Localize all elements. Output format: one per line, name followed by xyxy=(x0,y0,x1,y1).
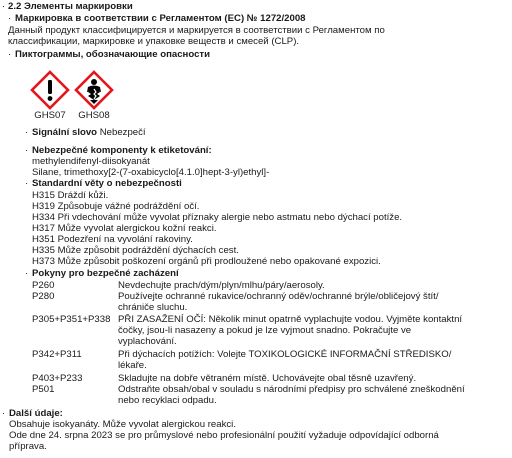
hazard-statement: H319 Způsobuje vážné podráždění očí. xyxy=(32,201,200,212)
bullet-dot: · xyxy=(8,49,12,60)
labelling-heading: Маркировка в соответствии с Регламентом (ЕС) № 1272/2008 xyxy=(15,13,306,24)
p-code: P403+P233 xyxy=(32,373,83,384)
bullet-dot: · xyxy=(25,145,29,156)
pictograms-heading: Пиктограммы, обозначающие опасности xyxy=(15,49,210,60)
p-code: P501 xyxy=(32,384,55,395)
additional-line: Obsahuje isokyanáty. Může vyvolat alergickou reakci. xyxy=(9,419,236,430)
signal-word-value: Nebezpečí xyxy=(99,127,146,138)
p-text: čočky, jsou-li nasazeny a pokud je lze vyjmout snadno. Pokračujte ve xyxy=(118,325,412,336)
labelling-text-line-1: Данный продукт классифицируется и маркируется в соответствии с Регламентом по xyxy=(8,25,385,36)
additional-line: Ode dne 24. srpna 2023 se pro průmyslové nebo profesionální použití vyžaduje odpovídající odborná xyxy=(9,430,439,441)
bullet-dot: · xyxy=(2,1,6,12)
bullet-dot: · xyxy=(2,408,6,419)
hazard-statement: H335 Může způsobit podráždění dýchacích cest. xyxy=(32,245,239,256)
labelling-text-line-2: классификации, маркировке и упаковке веществ и смесей (CLP). xyxy=(8,36,300,47)
p-text: Nevdechujte prach/dým/plyn/mlhu/páry/aerosoly. xyxy=(118,280,325,291)
hazard-statement: H317 Může vyvolat alergickou kožní reakci. xyxy=(32,223,217,234)
precautionary-heading: Pokyny pro bezpečné zacházení xyxy=(32,268,179,279)
signal-word xyxy=(32,128,146,139)
p-text: Skladujte na dobře větraném místě. Uchovávejte obal těsně uzavřený. xyxy=(118,373,417,384)
p-code: P342+P311 xyxy=(32,349,82,360)
bullet-dot: · xyxy=(25,127,29,138)
signal-word-label: Signální slovo xyxy=(32,127,98,138)
hazard-statement: H334 Při vdechování může vyvolat příznaky alergie nebo astmatu nebo dýchací potíže. xyxy=(32,212,403,223)
p-text: vyplachování. xyxy=(118,336,177,347)
hazard-statement: H315 Dráždí kůži. xyxy=(32,190,109,201)
bullet-dot: · xyxy=(25,178,29,189)
p-code: P260 xyxy=(32,280,55,291)
hazard-statement: H351 Podezření na vyvolání rakoviny. xyxy=(32,234,193,245)
hazard-statements-heading: Standardní věty o nebezpečnosti xyxy=(32,178,182,189)
p-text: Při dýchacích potížích: Volejte TOXIKOLOGICKÉ INFORMAČNÍ STŘEDISKO/ xyxy=(118,349,452,360)
hazardous-component: Silane, trimethoxy[2-(7-oxabicyclo[4.1.0]hept-3-yl)ethyl]- xyxy=(32,167,270,178)
p-text: chrániče sluchu. xyxy=(118,302,188,313)
p-code: P305+P351+P338 xyxy=(32,314,111,325)
hazardous-components-heading: Nebezpečné komponenty k etiketování: xyxy=(32,145,212,156)
hazard-statement: H373 Může způsobit poškození orgánů při prodloužené nebo opakované expozici. xyxy=(32,256,381,267)
p-text: PŘI ZASAŽENÍ OČÍ: Několik minut opatrně vyplachujte vodou. Vyjměte kontaktní xyxy=(118,314,463,325)
p-text: lékaře. xyxy=(118,360,147,371)
p-code: P280 xyxy=(32,291,55,302)
pictogram-code: GHS08 xyxy=(78,110,110,121)
bullet-dot: · xyxy=(8,13,12,24)
health-hazard-icon xyxy=(74,70,114,110)
hazardous-component: methylendifenyl-diisokyanát xyxy=(32,156,150,167)
exclamation-mark-icon xyxy=(30,70,70,110)
additional-heading: Další údaje: xyxy=(9,408,63,419)
pictogram-row xyxy=(30,70,120,121)
p-text: nebo recyklaci odpadu. xyxy=(118,395,217,406)
section-title: 2.2 Элементы маркировки xyxy=(8,1,133,12)
pictogram-code: GHS07 xyxy=(34,110,66,121)
bullet-dot: · xyxy=(25,268,29,279)
p-text: Odstraňte obsah/obal v souladu s národními předpisy pro schválené zneškodnění xyxy=(118,384,465,395)
additional-line: příprava. xyxy=(9,441,47,452)
p-text: Používejte ochranné rukavice/ochranný oděv/ochranné brýle/obličejový štít/ xyxy=(118,291,439,302)
